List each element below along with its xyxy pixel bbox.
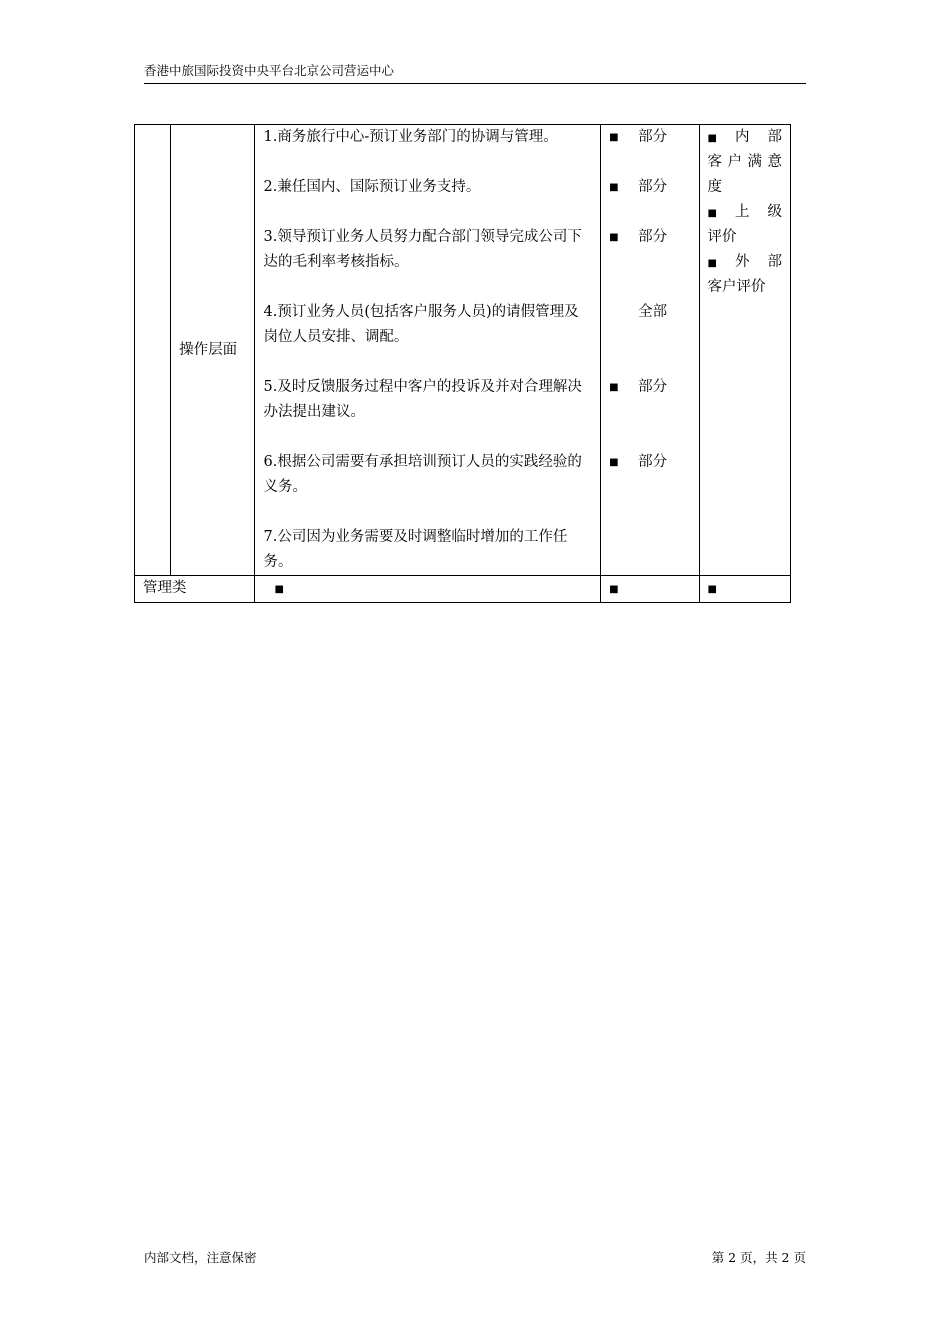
evaluation-item: 评价 — [707, 229, 737, 245]
bullet-icon: ■ — [707, 133, 724, 144]
table-row — [135, 576, 791, 603]
bullet-icon: ■ — [609, 182, 619, 193]
blank-cell — [135, 125, 171, 576]
bullet-icon: ■ — [609, 232, 619, 243]
evaluation-item: ■ 上 级 — [707, 204, 783, 220]
scope-item: 全部 — [638, 304, 668, 320]
management-task-cell — [254, 576, 601, 603]
scope-item: 部分 — [638, 129, 668, 145]
scope-item: 部分 — [638, 179, 668, 195]
task-item: 4.预订业务人员(包括客户服务人员)的请假管理及岗位人员安排、调配。 — [263, 304, 579, 345]
footer-page-number: 第 2 页，共 2 页 — [711, 1250, 806, 1265]
category-cell: 操作层面 — [171, 125, 254, 576]
scope-item: 部分 — [638, 379, 668, 395]
task-list — [254, 125, 601, 576]
scope-item: 部分 — [638, 454, 668, 470]
management-scope-cell — [601, 576, 699, 603]
task-item: 3.领导预订业务人员努力配合部门领导完成公司下达的毛利率考核指标。 — [263, 229, 582, 270]
management-label: 管理类 — [135, 576, 255, 603]
task-item: 7.公司因为业务需要及时调整临时增加的工作任务。 — [263, 529, 568, 570]
evaluation-item: ■ 内 部 — [707, 129, 783, 145]
management-eval-cell — [699, 576, 790, 603]
responsibility-table — [134, 124, 791, 603]
bullet-icon: ■ — [707, 208, 724, 219]
bullet-icon: ■ — [609, 132, 619, 143]
evaluation-item: 度 — [707, 179, 723, 195]
bullet-icon: ■ — [609, 382, 619, 393]
evaluation-item: ■ 外 部 — [707, 254, 783, 270]
bullet-icon: ■ — [274, 584, 284, 595]
bullet-icon: ■ — [609, 584, 619, 595]
table-row — [135, 125, 791, 576]
scope-item: 部分 — [638, 229, 668, 245]
footer-confidential: 内部文档，注意保密 — [144, 1250, 257, 1265]
bullet-icon: ■ — [707, 258, 724, 269]
bullet-icon: ■ — [609, 457, 619, 468]
task-item: 6.根据公司需要有承担培训预订人员的实践经验的义务。 — [263, 454, 582, 495]
evaluation-item: 客户评价 — [707, 279, 766, 295]
task-item: 1.商务旅行中心-预订业务部门的协调与管理。 — [263, 129, 558, 145]
evaluation-list — [699, 125, 790, 576]
task-item: 5.及时反馈服务过程中客户的投诉及并对合理解决办法提出建议。 — [263, 379, 582, 420]
task-item: 2.兼任国内、国际预订业务支持。 — [263, 179, 481, 195]
scope-list — [601, 125, 699, 576]
page-header: 香港中旅国际投资中央平台北京公司营运中心 — [144, 63, 806, 84]
bullet-icon: ■ — [707, 584, 717, 595]
evaluation-item: 客户满意 — [707, 154, 782, 170]
